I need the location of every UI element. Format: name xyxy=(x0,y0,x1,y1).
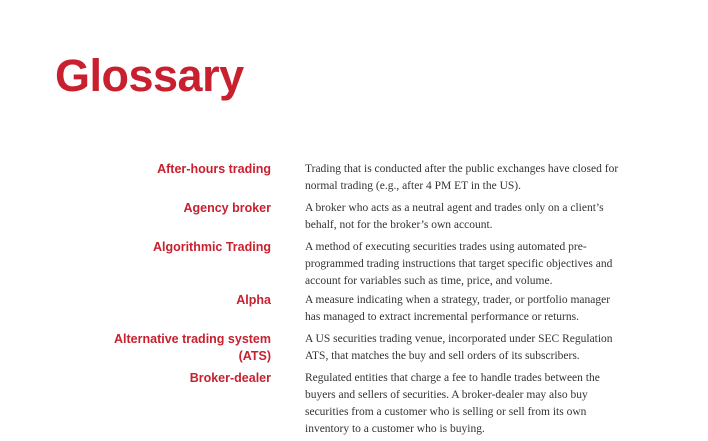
glossary-term: Alpha xyxy=(236,293,271,307)
glossary-term: Broker-dealer xyxy=(189,371,271,385)
glossary-term: Alternative trading system (ATS) xyxy=(114,332,271,363)
glossary-definition: A measure indicating when a strategy, trader, or portfolio manager has managed to extract incremental performance or returns. xyxy=(305,294,611,323)
glossary-definition: A US securities trading venue, incorporated under SEC Regulation ATS, that matches the buy and sell orders of its subscribers. xyxy=(305,333,613,362)
glossary-definition: A broker who acts as a neutral agent and trades only on a client’s behalf, not for the broker’s own account. xyxy=(305,202,604,231)
glossary-term: Agency broker xyxy=(183,201,271,215)
page-title: Glossary xyxy=(55,50,244,101)
glossary-definition: Regulated entities that charge a fee to handle trades between the buyers and sellers of securities. A broker-dealer may also buy securities from a customer who is selling or sell from its own inventory to a customer who is buying. xyxy=(305,372,600,435)
glossary-definition: A method of executing securities trades using automated pre-programmed trading instructions that target specific objectives and account for variables such as time, price, and volume. xyxy=(305,241,613,287)
glossary-definition: Trading that is conducted after the public exchanges have closed for normal trading (e.g., after 4 PM ET in the US). xyxy=(305,163,619,192)
glossary-term: After-hours trading xyxy=(157,162,271,176)
glossary-term: Algorithmic Trading xyxy=(152,240,271,254)
